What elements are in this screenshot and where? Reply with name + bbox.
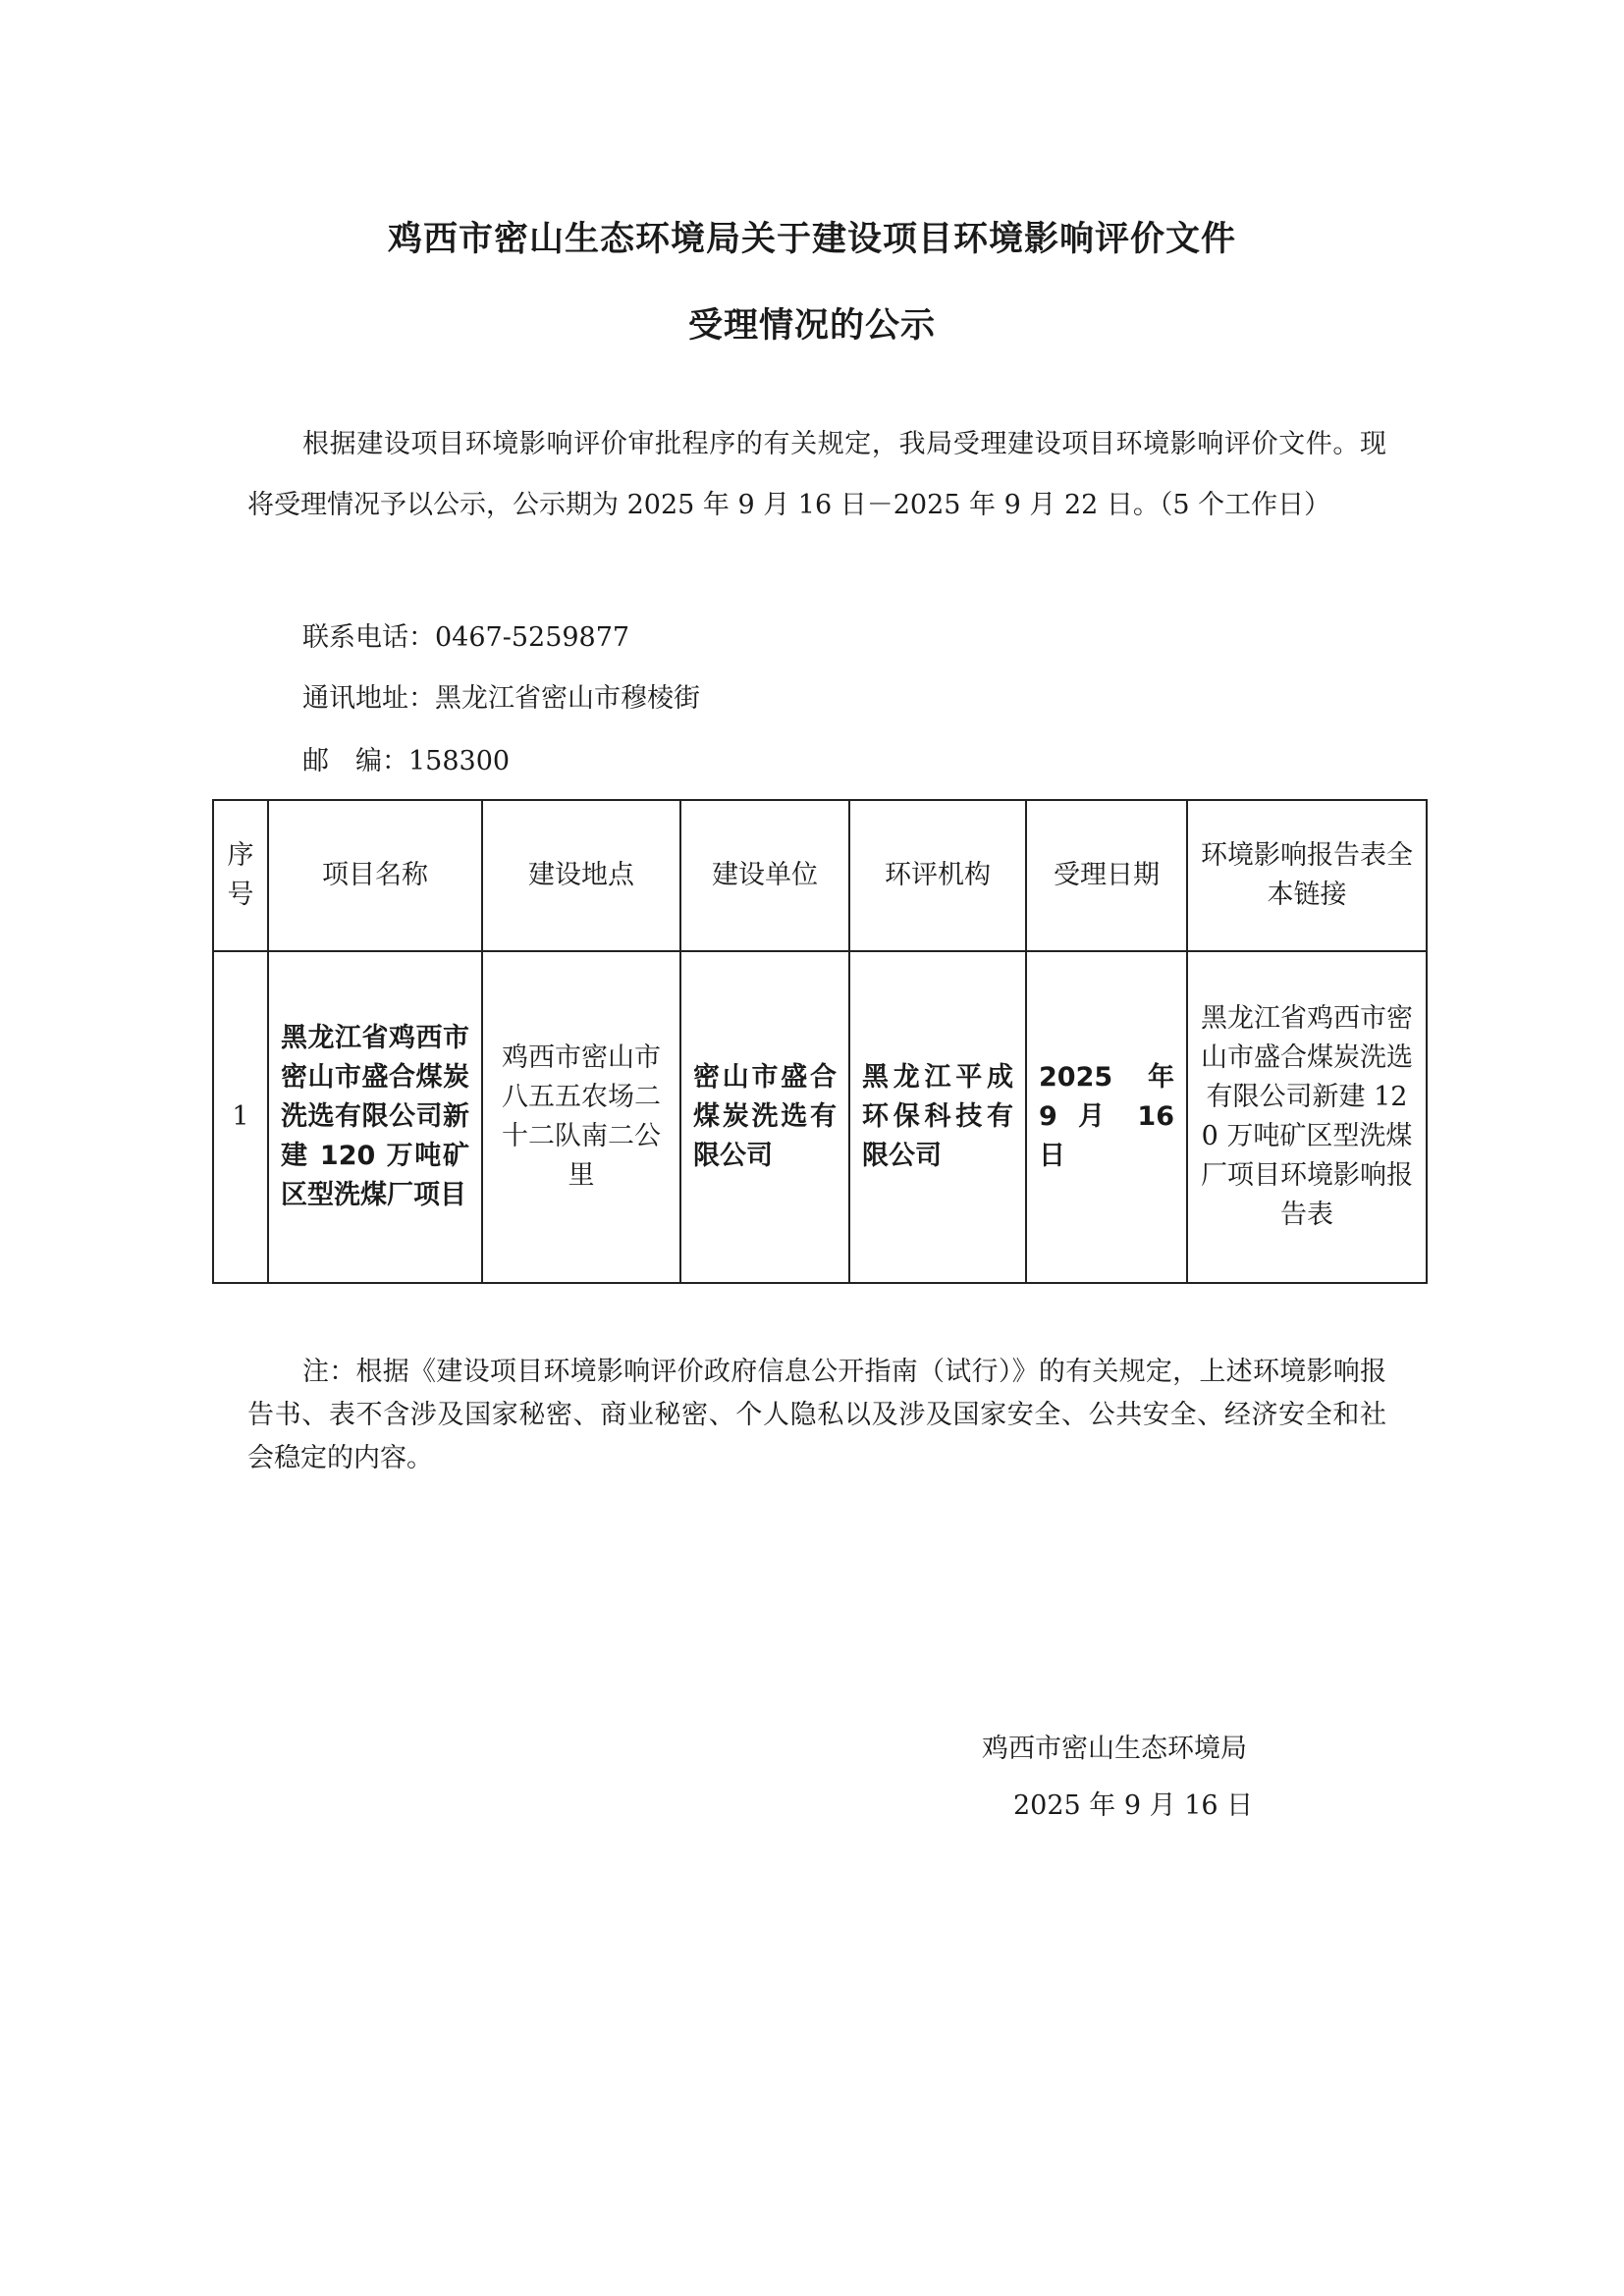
contact-postcode: 邮 编：158300: [302, 746, 511, 776]
intro-paragraph: 根据建设项目环境影响评价审批程序的有关规定，我局受理建设项目环境影响评价文件。现将受理情况予以公示，公示期为 2025 年 9 月 16 日－2025 年 9 月 22 日。（5 个工作日）: [247, 429, 1386, 520]
cell-builder: 密山市盛合煤炭洗选有限公司: [680, 951, 849, 1283]
cell-report-link[interactable]: 黑龙江省鸡西市密山市盛合煤炭洗选有限公司新建 120 万吨矿区型洗煤厂项目环境影响报告表: [1187, 951, 1427, 1283]
project-table: [212, 799, 1428, 1284]
header-builder: 建设单位: [680, 800, 849, 951]
table-row: [213, 951, 1427, 1283]
header-index: 序号: [213, 800, 268, 951]
header-location: 建设地点: [482, 800, 680, 951]
cell-eia-agency: 黑龙江平成环保科技有限公司: [849, 951, 1026, 1283]
note-paragraph: 注：根据《建设项目环境影响评价政府信息公开指南（试行）》的有关规定，上述环境影响报告书、表不含涉及国家秘密、商业秘密、个人隐私以及涉及国家安全、公共安全、经济安全和社会稳定的内容。: [247, 1357, 1386, 1473]
header-report-link: 环境影响报告表全本链接: [1187, 800, 1427, 951]
cell-index: 1: [213, 951, 268, 1283]
cell-project-name: 黑龙江省鸡西市密山市盛合煤炭洗选有限公司新建 120 万吨矿区型洗煤厂项目: [268, 951, 482, 1283]
cell-location: 鸡西市密山市八五五农场二十二队南二公里: [482, 951, 680, 1283]
document-title-line-1: 鸡西市密山生态环境局关于建设项目环境影响评价文件: [387, 220, 1236, 259]
contact-address: 通讯地址：黑龙江省密山市穆棱街: [302, 683, 700, 714]
document-title-line-2: 受理情况的公示: [687, 306, 936, 346]
signature-organization: 鸡西市密山生态环境局: [982, 1734, 1247, 1764]
header-eia-agency: 环评机构: [849, 800, 1026, 951]
table-header-row: [213, 800, 1427, 951]
contact-phone: 联系电话：0467-5259877: [302, 622, 630, 653]
cell-accept-date: 2025 年 9 月 16 日: [1026, 951, 1187, 1283]
header-accept-date: 受理日期: [1026, 800, 1187, 951]
signature-date: 2025 年 9 月 16 日: [1013, 1790, 1254, 1821]
header-project-name: 项目名称: [268, 800, 482, 951]
